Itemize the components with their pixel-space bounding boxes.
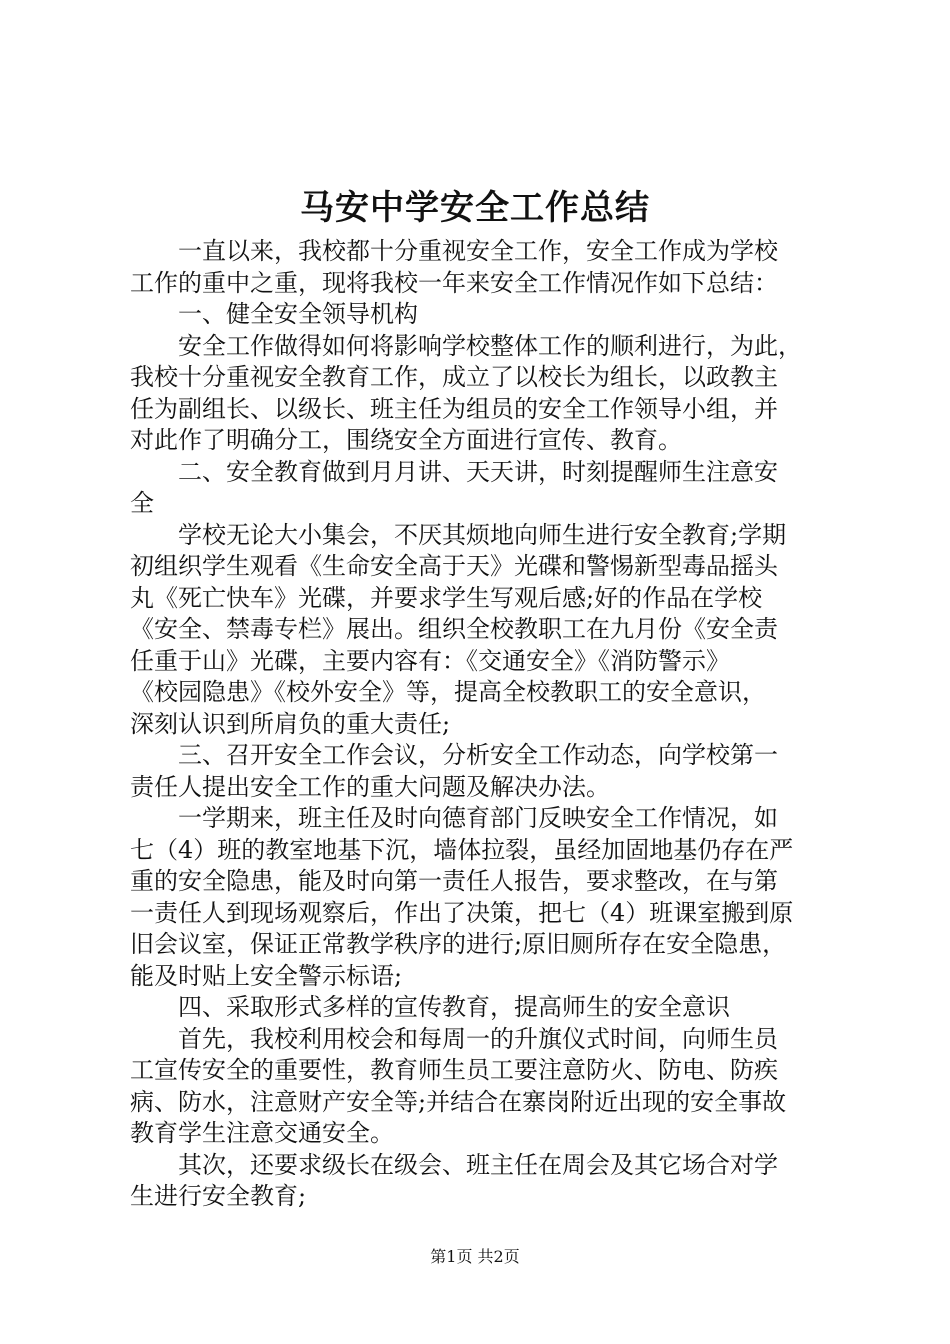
text-line: 安全工作做得如何将影响学校整体工作的顺利进行，为此， [130,331,802,360]
text-line: 能及时贴上安全警示标语; [130,961,403,990]
text-line: 七（4）班的教室地基下沉，墙体拉裂，虽经加固地基仍存在严 [130,835,794,864]
text-line: 一责任人到现场观察后，作出了决策，把七（4）班课室搬到原 [130,898,794,927]
text-line: 首先，我校利用校会和每周一的升旗仪式时间，向师生员 [130,1024,778,1053]
text-line: 一学期来，班主任及时向德育部门反映安全工作情况，如 [130,804,778,832]
text-line: 我校十分重视安全教育工作，成立了以校长为组长，以政教主 [130,363,778,391]
text-line: 任为副组长、以级长、班主任为组员的安全工作领导小组，并 [130,394,778,423]
text-line: 《安全、禁毒专栏》展出。组织全校教职工在九月份《安全责 [130,615,778,643]
text-line: 一直以来，我校都十分重视安全工作，安全工作成为学校 [130,237,778,265]
text-line: 任重于山》光碟，主要内容有：《交通安全》《消防警示》 [130,646,730,675]
text-line: 其次，还要求级长在级会、班主任在周会及其它场合对学 [130,1150,778,1179]
document-title: 马安中学安全工作总结 [300,188,650,228]
text-line: 一、健全安全领导机构 [130,300,418,328]
text-line: 旧会议室，保证正常教学秩序的进行;原旧厕所存在安全隐患， [130,930,787,958]
text-line: 《校园隐患》《校外安全》等，提高全校教职工的安全意识， [130,678,766,706]
text-line: 学校无论大小集会，不厌其烦地向师生进行安全教育;学期 [130,520,787,549]
document-body [130,236,830,1213]
text-line: 对此作了明确分工，围绕安全方面进行宣传、教育。 [130,426,682,454]
page-footer: 第1页 共2页 [430,1247,520,1266]
text-line: 丸《死亡快车》光碟，并要求学生写观后感;好的作品在学校 [130,583,763,612]
text-line: 全 [130,489,154,517]
text-line: 重的安全隐患，能及时向第一责任人报告，要求整改，在与第 [130,867,778,895]
text-line: 工作的重中之重，现将我校一年来安全工作情况作如下总结： [130,268,778,297]
text-line: 工宣传安全的重要性，教育师生员工要注意防火、防电、防疾 [130,1056,778,1084]
text-line: 三、召开安全工作会议，分析安全工作动态，向学校第一 [130,741,778,769]
text-line: 责任人提出安全工作的重大问题及解决办法。 [130,772,610,801]
text-line: 教育学生注意交通安全。 [130,1119,394,1147]
text-line: 病、防水，注意财产安全等;并结合在寨岗附近出现的安全事故 [130,1087,787,1116]
text-line: 四、采取形式多样的宣传教育，提高师生的安全意识 [130,993,730,1021]
text-line: 深刻认识到所肩负的重大责任; [130,709,451,738]
text-line: 二、安全教育做到月月讲、天天讲，时刻提醒师生注意安 [130,457,778,486]
text-line: 初组织学生观看《生命安全高于天》光碟和警惕新型毒品摇头 [130,552,778,580]
text-line: 生进行安全教育; [130,1182,307,1210]
